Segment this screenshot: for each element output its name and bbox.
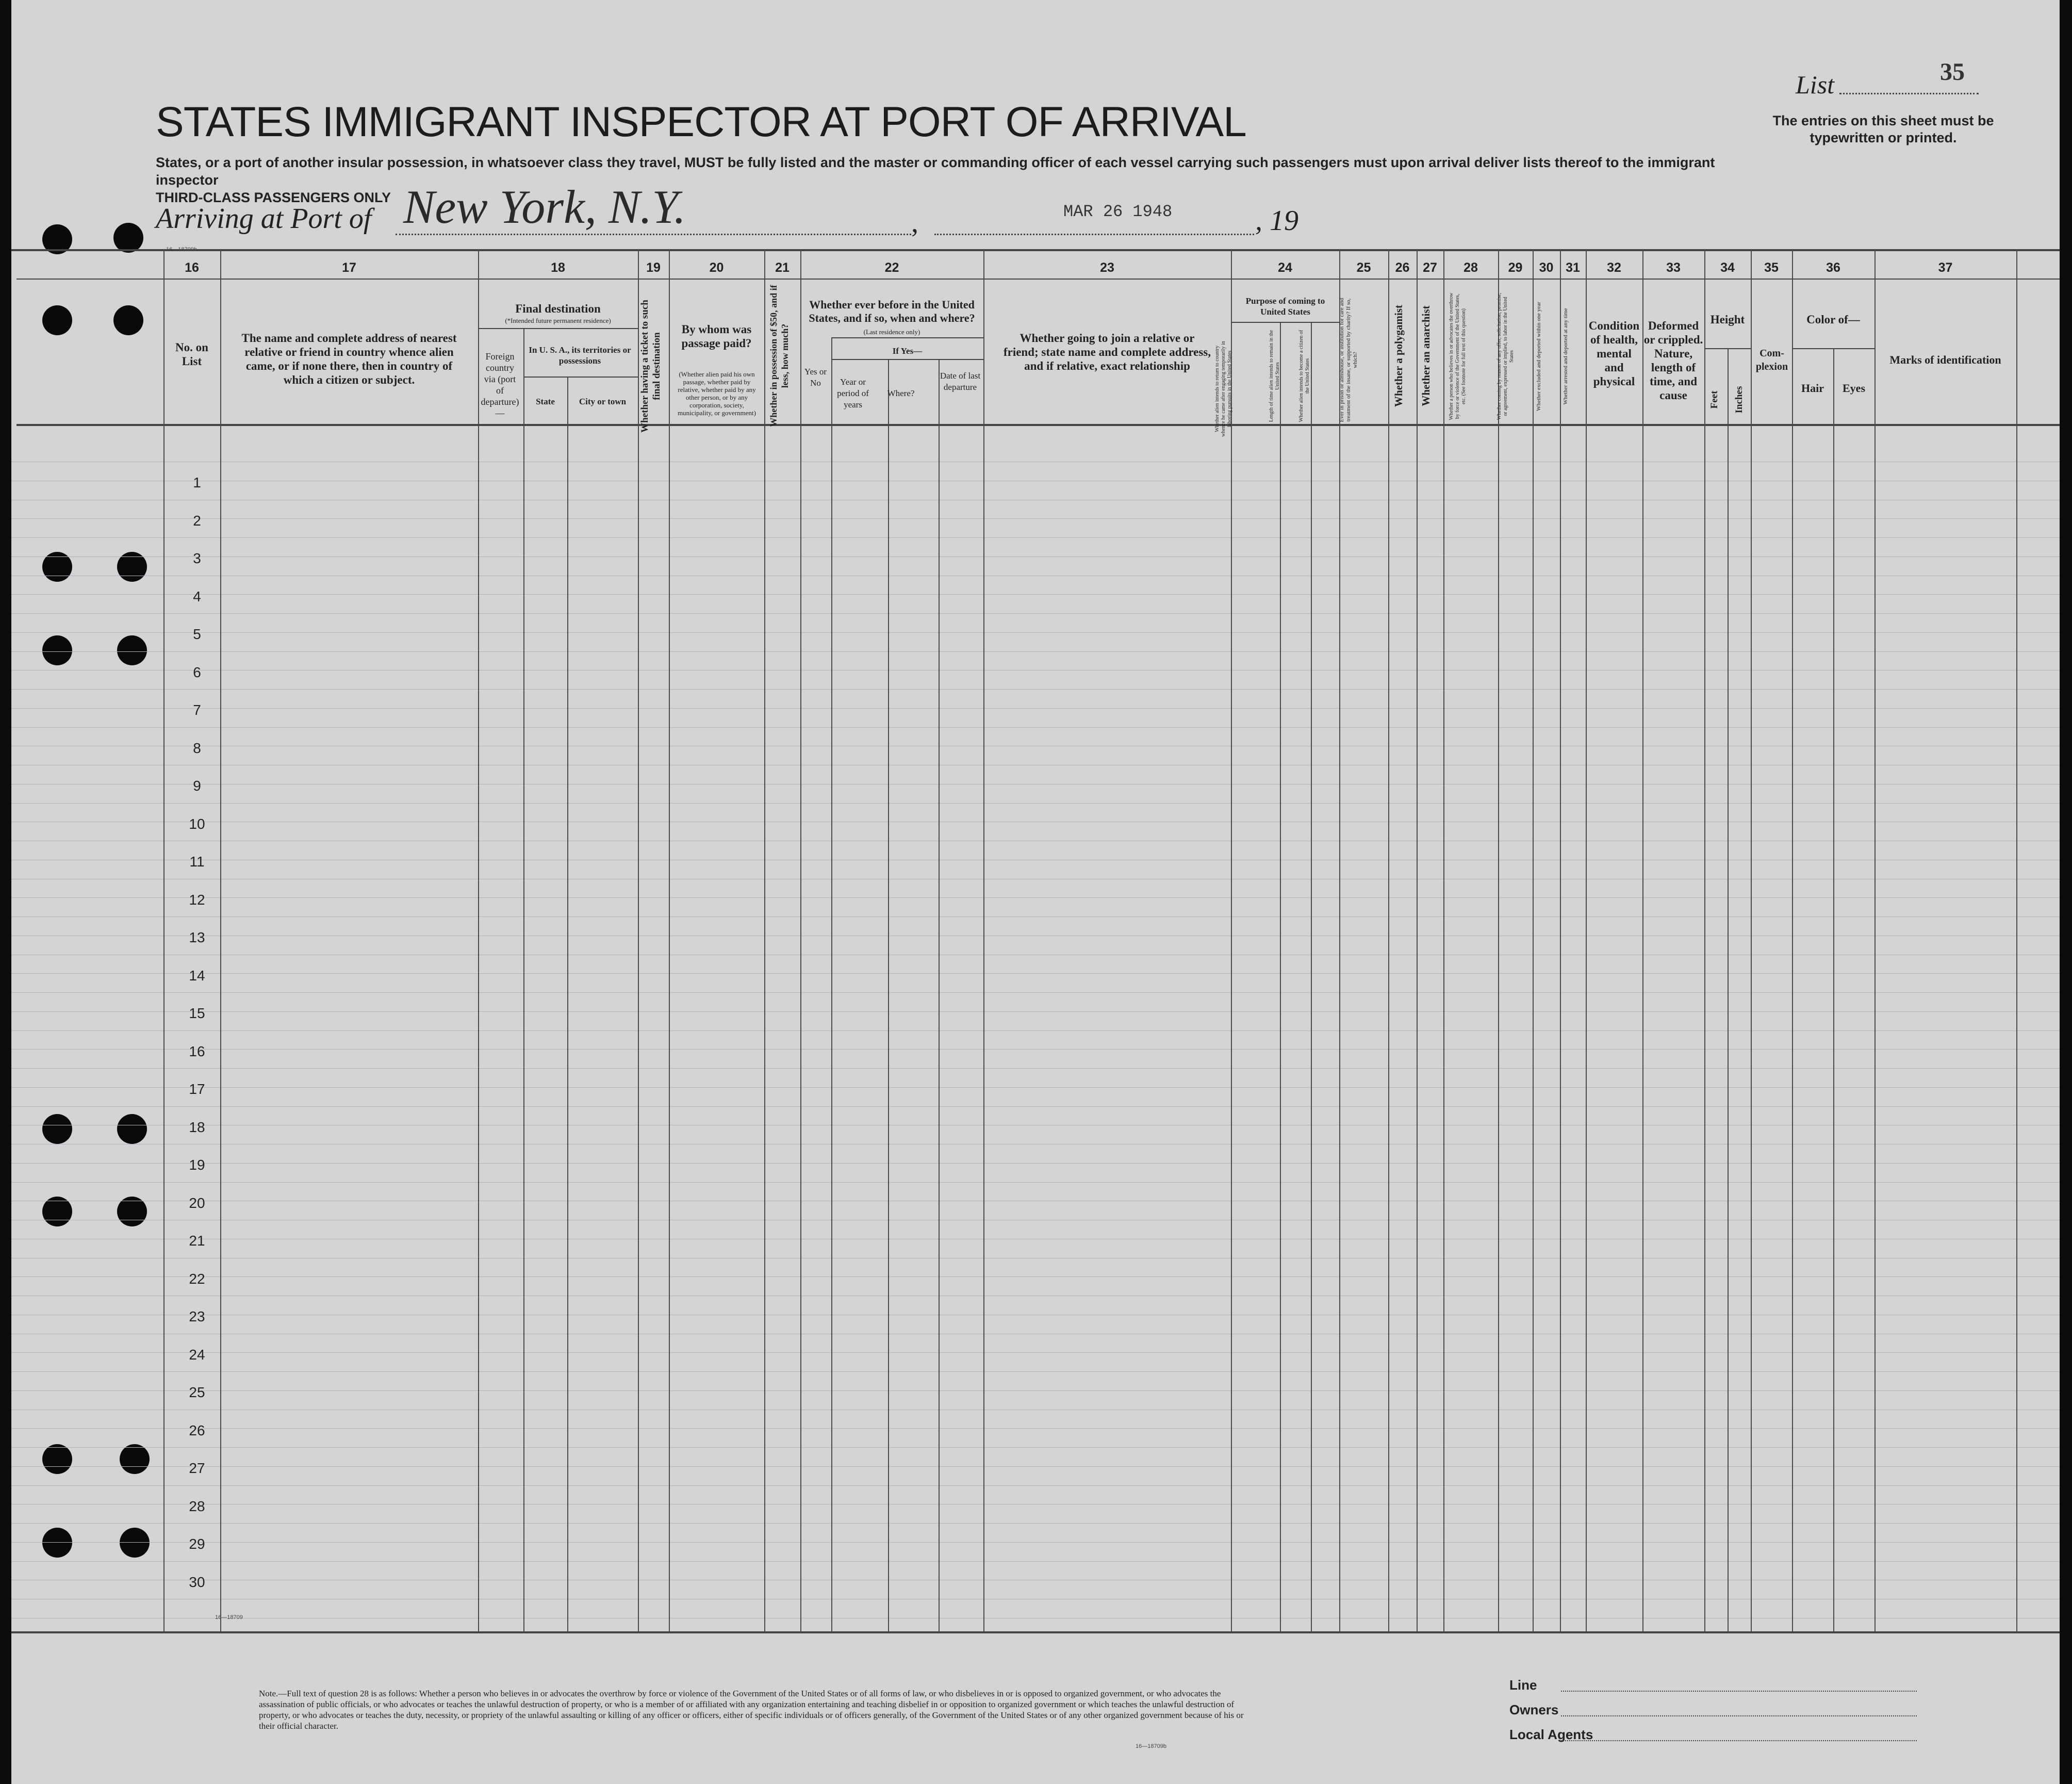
row-number: 23 xyxy=(189,1308,205,1324)
row-number: 30 xyxy=(189,1574,205,1590)
passenger-manifest-sheet xyxy=(11,0,2060,1784)
page-title: STATES IMMIGRANT INSPECTOR AT PORT OF ARRIVAL xyxy=(156,99,1246,145)
ruled-line xyxy=(11,1106,2060,1107)
row-number: 28 xyxy=(189,1498,205,1514)
row-number: 24 xyxy=(189,1346,205,1363)
punch-hole xyxy=(120,1444,150,1474)
column-divider xyxy=(800,249,801,1631)
header-where: Where? xyxy=(887,388,915,398)
col-number: 18 xyxy=(551,260,565,275)
col-number: 35 xyxy=(1764,260,1779,275)
column-divider xyxy=(2016,249,2017,1631)
date-stamp: MAR 26 1948 xyxy=(1063,202,1173,221)
list-number: 35 xyxy=(1940,58,1965,86)
punch-hole xyxy=(42,635,72,665)
column-divider xyxy=(638,249,639,1631)
sub-column-divider xyxy=(1833,348,1834,1631)
header-subdivider xyxy=(1231,322,1339,323)
col-number: 23 xyxy=(1100,260,1114,275)
col-number: 30 xyxy=(1539,260,1554,275)
header-purpose-b: Length of time alien intends to remain in the United States xyxy=(1269,330,1280,422)
row-number: 4 xyxy=(193,588,201,604)
table-bottom-border xyxy=(11,1631,2060,1633)
sub-column-divider xyxy=(1728,348,1729,1631)
ruled-line xyxy=(11,992,2060,993)
row-number: 15 xyxy=(189,1005,205,1021)
row-number: 19 xyxy=(189,1157,205,1173)
ruled-line xyxy=(11,727,2060,728)
row-number: 18 xyxy=(189,1119,205,1135)
ruled-line xyxy=(11,1182,2060,1183)
punch-hole xyxy=(117,635,147,665)
row-number: 17 xyxy=(189,1081,205,1097)
header-subdivider xyxy=(1792,348,1874,349)
column-divider xyxy=(478,249,479,1631)
column-divider xyxy=(983,249,984,1631)
list-number-line xyxy=(1839,93,1979,94)
header-deformed: Deformed or crippled. Nature, length of time, and cause xyxy=(1643,319,1703,402)
header-by-whom-paid: By whom was passage paid? xyxy=(681,323,752,350)
header-q30: Whether excluded and deported within one year xyxy=(1536,302,1542,411)
col-number: 19 xyxy=(646,260,661,275)
ruled-line xyxy=(11,1276,2060,1277)
ruled-line xyxy=(11,1390,2060,1391)
col-number: 22 xyxy=(884,260,899,275)
column-divider xyxy=(1417,249,1418,1631)
ruled-line xyxy=(11,632,2060,633)
col-number: 32 xyxy=(1607,260,1621,275)
header-yes-or-no: Yes or No xyxy=(804,367,827,388)
header-state: State xyxy=(536,397,555,406)
header-ticket: Whether having a ticket to such final destination xyxy=(639,300,662,433)
header-prison: Ever in prison or almshouse, or institution for care and treatment of the insane, or supported by charity? If so, which? xyxy=(1339,298,1358,422)
owners-field[interactable] xyxy=(1561,1715,1917,1716)
header-complexion: Com-plexion xyxy=(1755,348,1788,372)
header-color-of: Color of— xyxy=(1806,313,1860,326)
row-number: 1 xyxy=(193,474,201,490)
sub-column-divider xyxy=(523,328,524,1631)
header-feet: Feet xyxy=(1709,390,1720,409)
col-number: 33 xyxy=(1666,260,1681,275)
row-number: 16 xyxy=(189,1043,205,1059)
col-number: 20 xyxy=(709,260,724,275)
row-number: 26 xyxy=(189,1422,205,1438)
header-purpose-a: Whether alien intends to return to country whence he came after engaging temporarily in laboring pursuits in the United States xyxy=(1214,341,1232,437)
local-agents-field[interactable] xyxy=(1561,1740,1917,1741)
sub-column-divider xyxy=(888,359,889,1631)
punch-hole xyxy=(42,1444,72,1474)
sub-column-divider xyxy=(567,377,568,1631)
column-divider xyxy=(1560,249,1561,1631)
column-divider xyxy=(669,249,670,1631)
col-number: 26 xyxy=(1395,260,1410,275)
row-number: 11 xyxy=(189,854,205,870)
header-q31: Whether arrested and deported at any time xyxy=(1563,308,1569,405)
header-in-usa: In U. S. A., its territories or possessions xyxy=(529,345,631,366)
header-purpose-c: Whether alien intends to become a citizen of the United States xyxy=(1298,330,1310,422)
header-subdivider xyxy=(478,328,638,329)
header-ever-before: Whether ever before in the United States, and if so, when and where? xyxy=(809,298,975,324)
class-line: THIRD-CLASS PASSENGERS ONLY xyxy=(156,190,391,205)
ruled-line xyxy=(11,1466,2060,1467)
form-code: 16—18709 xyxy=(215,1614,243,1621)
ruled-line xyxy=(11,1068,2060,1069)
header-q29: Whether coming by reason of any offer, solicitation, promise, or agreement, expressed or implied, to labor in the United States xyxy=(1497,292,1515,420)
row-number: 8 xyxy=(193,740,201,756)
col-number: 24 xyxy=(1278,260,1292,275)
row-number: 20 xyxy=(189,1194,205,1211)
header-final-destination-note: (*Intended future permanent residence) xyxy=(505,317,611,324)
row-number: 12 xyxy=(189,891,205,908)
column-divider xyxy=(1231,249,1232,1631)
header-no-on-list: No. on List xyxy=(175,341,208,368)
ruled-line xyxy=(11,1371,2060,1372)
ruled-line xyxy=(11,973,2060,974)
entries-note: The entries on this sheet must be typewritten or printed. xyxy=(1772,113,1994,145)
column-divider xyxy=(1792,249,1793,1631)
column-divider xyxy=(1388,249,1389,1631)
punch-hole xyxy=(42,1528,72,1558)
ruled-line xyxy=(11,651,2060,652)
row-number: 5 xyxy=(193,626,201,642)
column-divider xyxy=(1642,249,1643,1631)
row-number: 6 xyxy=(193,664,201,680)
owners-label: Owners xyxy=(1509,1702,1559,1717)
ruled-line xyxy=(11,613,2060,614)
header-inches: Inches xyxy=(1734,386,1745,414)
header-city-or-town: City or town xyxy=(579,397,627,406)
column-divider xyxy=(764,249,765,1631)
col-number: 34 xyxy=(1720,260,1735,275)
punch-hole xyxy=(113,305,143,335)
ruled-line xyxy=(11,1049,2060,1050)
ruled-line xyxy=(11,1352,2060,1353)
ruled-line xyxy=(11,1428,2060,1429)
column-divider xyxy=(1498,249,1499,1631)
header-nearest-relative: The name and complete address of nearest relative or friend in country whence alien came, or if none there, then in country of which a citizen or subject. xyxy=(241,332,457,386)
list-label: List xyxy=(1796,70,1835,99)
header-date-last-departure: Date of last departure xyxy=(940,371,981,392)
col-number: 17 xyxy=(342,260,356,275)
punch-hole xyxy=(113,223,143,253)
row-number: 10 xyxy=(189,815,205,832)
row-number: 22 xyxy=(189,1270,205,1287)
form-code: 16—18709b xyxy=(166,247,197,253)
header-join-relative: Whether going to join a relative or friend; state name and complete address, and if relative, exact relationship xyxy=(1003,332,1211,372)
ruled-line xyxy=(11,1447,2060,1448)
row-number: 13 xyxy=(189,929,205,945)
col-number: 29 xyxy=(1508,260,1523,275)
header-subdivider xyxy=(1704,348,1751,349)
row-number: 7 xyxy=(193,702,201,718)
ruled-line xyxy=(11,689,2060,690)
row-number: 2 xyxy=(193,512,201,529)
ruled-line xyxy=(11,708,2060,709)
col-number: 37 xyxy=(1938,260,1953,275)
year-label: , 19 xyxy=(1255,205,1298,237)
sub-column-divider xyxy=(1311,322,1312,1631)
header-anarchist: Whether an anarchist xyxy=(1420,305,1432,406)
line-field[interactable] xyxy=(1561,1691,1917,1692)
column-divider xyxy=(1443,249,1444,1631)
ruled-line xyxy=(11,518,2060,519)
header-height: Height xyxy=(1710,313,1745,326)
port-comma: , xyxy=(911,207,918,239)
column-divider xyxy=(1874,249,1876,1631)
header-bottom-border xyxy=(17,424,2060,426)
sub-column-divider xyxy=(939,359,940,1631)
ruled-line xyxy=(11,1561,2060,1562)
header-by-whom-paid-note: (Whether alien paid his own passage, whether paid by relative, whether paid by any other person, or by any corporation, society, municipality, or government) xyxy=(678,370,756,417)
punch-hole xyxy=(42,305,72,335)
column-divider xyxy=(1339,249,1340,1631)
ruled-line xyxy=(11,1087,2060,1088)
row-number: 3 xyxy=(193,550,201,566)
col-number: 31 xyxy=(1566,260,1580,275)
header-purpose: Purpose of coming to United States xyxy=(1245,296,1325,317)
column-number-divider xyxy=(17,279,2060,280)
header-last-residence: (Last residence only) xyxy=(863,328,920,336)
line-label: Line xyxy=(1509,1677,1537,1693)
header-health: Condition of health, mental and physical xyxy=(1588,319,1640,388)
header-foreign-country: Foreign country via (port of departure)— xyxy=(481,351,519,418)
sub-column-divider xyxy=(1280,322,1281,1631)
col-number: 25 xyxy=(1356,260,1371,275)
column-divider xyxy=(1751,249,1752,1631)
ruled-line xyxy=(11,1030,2060,1031)
row-number: 29 xyxy=(189,1536,205,1552)
header-subdivider xyxy=(523,377,638,378)
port-label: Arriving at Port of xyxy=(156,203,372,235)
punch-hole xyxy=(120,1528,150,1558)
ruled-line xyxy=(11,1542,2060,1543)
date-line xyxy=(934,234,1254,235)
column-divider xyxy=(163,249,165,1631)
punch-hole xyxy=(42,1114,72,1144)
row-number: 9 xyxy=(193,778,201,794)
ruled-line xyxy=(11,803,2060,804)
column-divider xyxy=(1586,249,1587,1631)
punch-hole xyxy=(117,1114,147,1144)
instructions-text: States, or a port of another insular possession, in whatsoever class they travel, MUST be fully listed and the master or commanding officer of each vessel carrying such passengers must upon arrival deliver lists thereof to the immigrant inspector xyxy=(156,155,1715,188)
header-subdivider xyxy=(831,337,983,338)
sub-column-divider xyxy=(831,337,832,1631)
row-number: 27 xyxy=(189,1460,205,1476)
header-possession-50: Whether in possession of $50, and if less, how much? xyxy=(768,285,790,427)
col-number: 36 xyxy=(1826,260,1840,275)
port-value: New York, N.Y. xyxy=(403,181,686,233)
column-divider xyxy=(1533,249,1534,1631)
header-marks: Marks of identification xyxy=(1889,353,2001,366)
table-top-border xyxy=(11,249,2060,251)
footnote: Note.—Full text of question 28 is as follows: Whether a person who believes in or advocates the overthrow by force or violence of the Government of the United States or of all forms of law, or who disbelieves in or is opposed to organized government, or who advocates the assassination of public officials, or who advocates or teaches the unlawful destruction of property, or who is a member of or affiliated with any organization entertaining and teaching disbelief in or opposition to organized government or which teaches the unlawful destruction of property, or who advocates or teaches the duty, necessity, or propriety of the unlawful assaulting or killing of any officer or officers, either of specific individuals or of officers generally, of the Government of the United States or of any other organized government because of his or their official character. xyxy=(259,1689,1244,1731)
col-number: 28 xyxy=(1463,260,1478,275)
ruled-line xyxy=(11,1523,2060,1524)
ruled-line xyxy=(11,916,2060,917)
instructions xyxy=(156,154,1734,206)
column-divider xyxy=(1704,249,1705,1631)
ruled-line xyxy=(11,1011,2060,1012)
header-hair: Hair xyxy=(1801,382,1824,395)
header-polygamist: Whether a polygamist xyxy=(1392,305,1405,407)
row-number: 21 xyxy=(189,1233,205,1249)
row-number: 14 xyxy=(189,967,205,984)
header-year-or-period: Year or period of years xyxy=(837,377,869,410)
row-number: 25 xyxy=(189,1384,205,1400)
header-q28: Whether a person who believes in or advocates the overthrow by force or violence of the Government of the United States, etc. (See footnote for full text of this question) xyxy=(1449,292,1467,420)
ruled-line xyxy=(11,1485,2060,1486)
local-agents-label: Local Agents xyxy=(1509,1727,1593,1742)
col-number: 21 xyxy=(775,260,790,275)
header-eyes: Eyes xyxy=(1843,382,1865,395)
ruled-line xyxy=(11,1163,2060,1164)
ruled-line xyxy=(11,537,2060,538)
form-code: 16—18709b xyxy=(1136,1743,1166,1749)
ruled-line xyxy=(11,594,2060,595)
col-number: 16 xyxy=(185,260,199,275)
header-final-destination: Final destination xyxy=(515,302,601,315)
header-subdivider xyxy=(831,359,983,360)
col-number: 27 xyxy=(1423,260,1437,275)
header-if-yes: If Yes— xyxy=(892,346,923,356)
ruled-line xyxy=(11,897,2060,898)
